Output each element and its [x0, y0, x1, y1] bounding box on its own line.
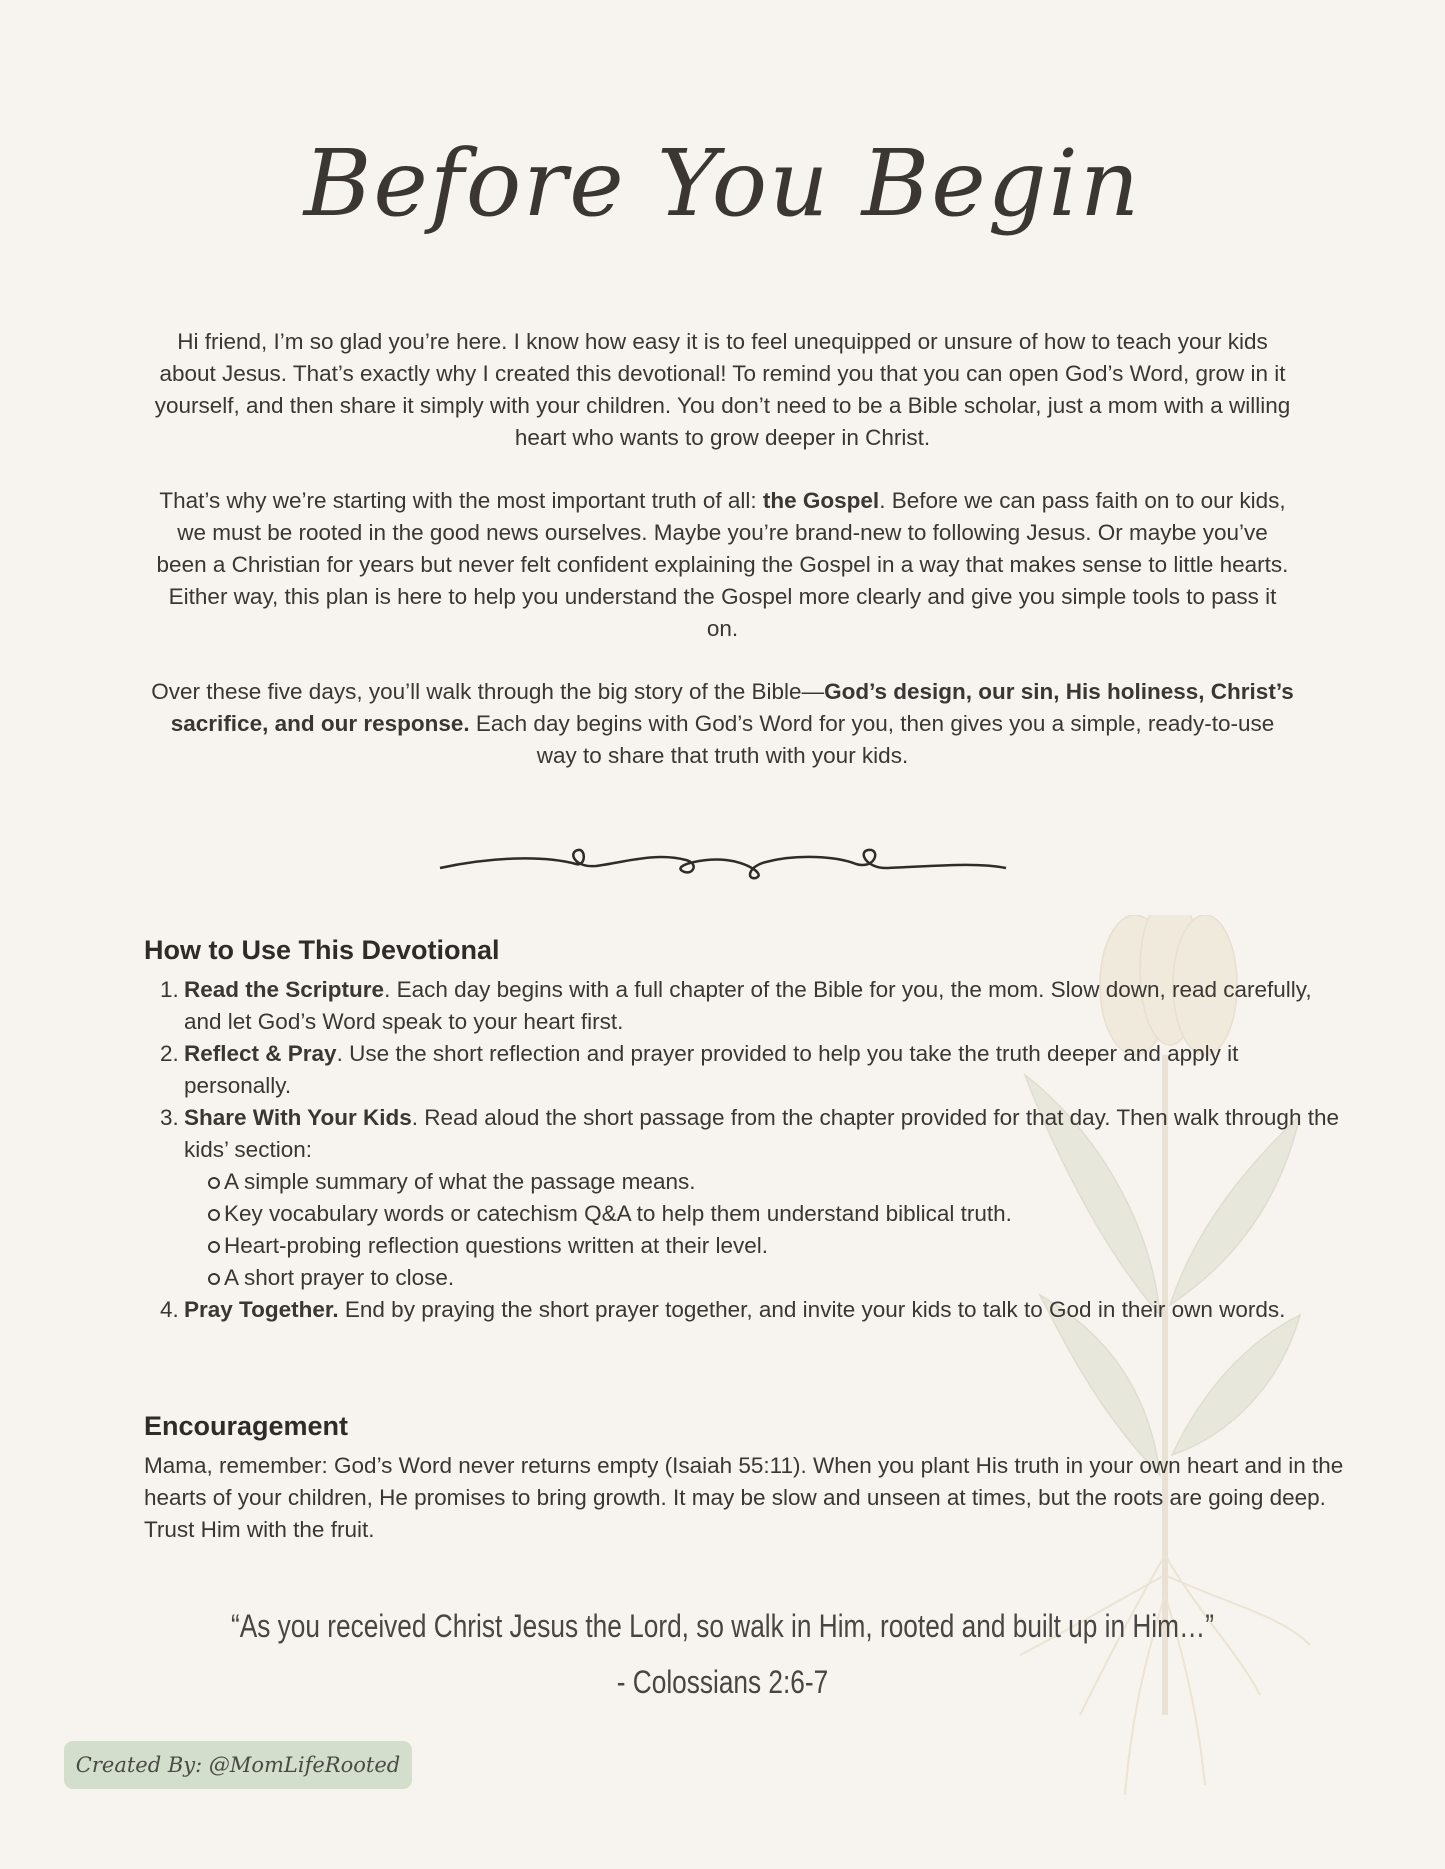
list-item [144, 1102, 1344, 1294]
item-title: Share With Your Kids [184, 1105, 412, 1130]
intro-paragraph-2 [150, 485, 1295, 645]
bullet-icon [208, 1177, 220, 1189]
list-item [144, 1294, 1344, 1326]
sub-list-item [224, 1230, 1344, 1262]
sub-item-text: A short prayer to close. [224, 1265, 455, 1290]
text: . Before we can pass faith on to our kids, we must be rooted in the good news ourselves. Maybe you’re brand-new to following Jesus. Or maybe you’ve been a Christian for years but never felt confident explaining the Gospel in a way that makes sense to little hearts. Either way, this plan is here to help you understand the Gospel more clearly and give you simple tools to pass it on. [156, 488, 1289, 641]
sub-list-item [224, 1262, 1344, 1294]
list-item [144, 974, 1344, 1038]
item-title: Pray Together. [184, 1297, 339, 1322]
bullet-icon [208, 1273, 220, 1285]
scripture-quote: “As you received Christ Jesus the Lord, so walk in Him, rooted and built up in Him…” [231, 1608, 1214, 1644]
item-title: Reflect & Pray [184, 1041, 337, 1066]
intro-paragraph-1: Hi friend, I’m so glad you’re here. I know how easy it is to feel unequipped or unsure of how to teach your kids about Jesus. That’s exactly why I created this devotional! To remind you that you can open God’s Word, grow in it yourself, and then share it simply with your children. You don’t need to be a Bible scholar, just a mom with a willing heart who wants to grow deeper in Christ. [154, 329, 1291, 450]
sub-item-text: Heart-probing reflection questions written at their level. [224, 1233, 769, 1258]
item-text: End by praying the short prayer together, and invite your kids to talk to God in their own words. [338, 1297, 1286, 1322]
text: Each day begins with God’s Word for you, then gives you a simple, ready-to-use way to share that truth with your kids. [469, 711, 1275, 768]
item-number: 1. [160, 977, 179, 1002]
item-text: . Each day begins with a full chapter of the Bible for you, the mom. Slow down, read carefully, and let God’s Word speak to your heart first. [184, 977, 1312, 1034]
page-title: Before You Begin [303, 130, 1142, 237]
bold-text: the Gospel [762, 488, 880, 513]
sub-item-text: A simple summary of what the passage means. [224, 1169, 696, 1194]
item-number: 2. [160, 1041, 179, 1066]
item-text: . Read aloud the short passage from the chapter provided for that day. Then walk through the kids’ section: [184, 1105, 1339, 1162]
how-to-list [144, 974, 1344, 1326]
sub-list-item [224, 1166, 1344, 1198]
bold-text: God’s design, our sin, His holiness, Christ’s sacrifice, and our response. [170, 679, 1294, 736]
item-number: 4. [160, 1297, 179, 1322]
bullet-icon [208, 1209, 220, 1221]
item-number: 3. [160, 1105, 179, 1130]
item-title: Read the Scripture [184, 977, 385, 1002]
sub-item-text: Key vocabulary words or catechism Q&A to help them understand biblical truth. [224, 1201, 1012, 1226]
intro-paragraph-3 [150, 676, 1295, 772]
text: That’s why we’re starting with the most important truth of all: [159, 488, 763, 513]
list-item [144, 1038, 1344, 1102]
item-text: . Use the short reflection and prayer provided to help you take the truth deeper and apply it personally. [184, 1041, 1239, 1098]
kids-section-list [184, 1166, 1344, 1294]
section-heading-how-to-use: How to Use This Devotional [144, 935, 500, 965]
creator-credit-badge: Created By: @MomLifeRooted [64, 1741, 412, 1789]
text: Over these five days, you’ll walk through the big story of the Bible— [151, 679, 825, 704]
bullet-icon [208, 1241, 220, 1253]
encouragement-text: Mama, remember: God’s Word never returns empty (Isaiah 55:11). When you plant His truth in your own heart and in the hearts of your children, He promises to bring growth. It may be slow and unseen at times, but the roots are going deep. Trust Him with the fruit. [144, 1453, 1344, 1542]
section-heading-encouragement: Encouragement [144, 1411, 349, 1441]
sub-list-item [224, 1198, 1344, 1230]
flourish-divider-icon [436, 838, 1010, 888]
scripture-citation: - Colossians 2:6-7 [616, 1664, 829, 1700]
